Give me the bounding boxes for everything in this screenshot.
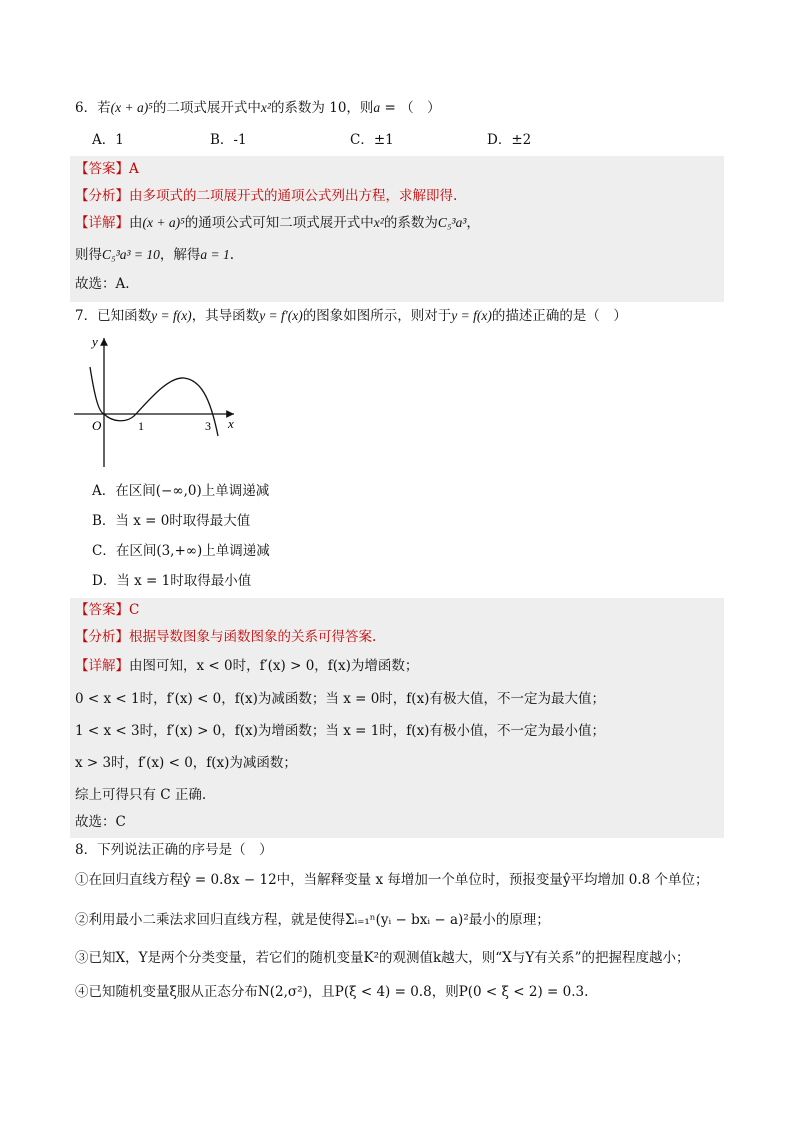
q7-stem [75, 306, 627, 326]
q7-detail-text-1: 由图可知，x < 0时，f′(x) > 0，f(x)为增函数； [129, 658, 419, 674]
q7-analysis [75, 627, 376, 647]
q7-option-d: D．当 x = 1时取得最小值 [92, 573, 252, 589]
q7-derivative-graph [72, 332, 242, 470]
q6-detail-l1-term: x² [373, 215, 384, 230]
q6-option-a: A．1 [92, 132, 124, 148]
q7-stem-fp: y = f′(x) [259, 308, 303, 323]
q8-item-4: ④已知随机变量ξ服从正态分布N(2,σ²)，且P(ξ < 4) = 0.8，则P(0 < ξ < 2) = 0.3. [75, 984, 589, 1000]
q6-detail-l2-a: 则得 [75, 247, 102, 263]
derivative-curve [90, 367, 218, 436]
q7-answer [75, 600, 139, 620]
q6-stem [75, 98, 441, 118]
q7-stem-d: 的描述正确的是（ ） [491, 308, 627, 324]
q6-detail-l1-d: ， [466, 215, 480, 231]
q6-detail-label: 【详解】 [75, 215, 129, 231]
q7-option-c: C．在区间(3,+∞)上单调递减 [92, 543, 270, 559]
q6-detail-l1-expr: (x + a)⁵ [142, 215, 185, 230]
q7-detail-line3: 1 < x < 3时，f′(x) > 0，f(x)为增函数；当 x = 1时，f(x)有极小值，不一定为最小值； [75, 723, 605, 739]
q6-option-b: B．-1 [210, 132, 247, 148]
q6-option-c: C．±1 [350, 132, 394, 148]
q8-item-2: ②利用最小二乘法求回归直线方程，就是使得Σᵢ₌₁ⁿ(yᵢ − bxᵢ − a)²最小的原理； [75, 912, 550, 928]
q7-answer-label: 【答案】 [75, 602, 129, 618]
q6-stem-var: a [373, 100, 381, 115]
q6-detail-l1-b: 的通项公式可知二项式展开式中 [184, 215, 374, 231]
q6-detail-l2-c: . [229, 247, 235, 263]
q7-stem-c: 的图象如图所示，则对于 [302, 308, 452, 324]
q7-choice: 故选：C [75, 814, 126, 830]
q7-detail-line4: x > 3时，f′(x) < 0，f(x)为减函数； [75, 755, 297, 771]
q6-detail-l2-b: ，解得 [159, 247, 201, 263]
x-axis-label: x [228, 416, 234, 431]
q6-detail-l2-sol: a = 1 [200, 247, 230, 262]
q7-detail-line2: 0 < x < 1时，f′(x) < 0，f(x)为减函数；当 x = 0时，f(x)有极大值，不一定为最大值； [75, 691, 605, 707]
q6-answer [75, 159, 139, 179]
q7-detail-label: 【详解】 [75, 658, 129, 674]
q6-analysis-text: 由多项式的二项展开式的通项公式列出方程，求解即得. [129, 188, 458, 204]
q6-stem-prefix: 6．若 [75, 100, 111, 116]
q6-stem-term: x² [260, 100, 271, 115]
q6-choice: 故选：A. [75, 276, 130, 292]
q6-analysis-label: 【分析】 [75, 188, 129, 204]
q6-detail-l1-coef: C₅³a³ [437, 215, 467, 230]
q6-stem-expr: (x + a)⁵ [110, 100, 153, 115]
q6-answer-label: 【答案】 [75, 161, 129, 177]
q6-detail-line2 [75, 245, 234, 265]
q7-answer-value: C [129, 602, 140, 618]
q6-stem-mid: 的二项式展开式中 [152, 100, 261, 116]
q6-stem-mid2: 的系数为 10，则 [270, 100, 374, 116]
q7-stem-a: 7．已知函数 [75, 308, 152, 324]
q6-option-d: D．±2 [487, 132, 532, 148]
q7-detail-line5: 综上可得只有 C 正确. [75, 787, 207, 803]
q7-analysis-label: 【分析】 [75, 629, 129, 645]
q6-analysis [75, 186, 457, 206]
q8-stem: 8．下列说法正确的序号是（ ） [75, 842, 273, 858]
q6-answer-value: A [129, 161, 139, 177]
q6-detail-l1-a: 由 [129, 215, 143, 231]
tick-label-1: 1 [138, 419, 144, 433]
q7-stem-f: y = f(x) [151, 308, 192, 323]
q7-stem-b: ，其导函数 [191, 308, 260, 324]
q7-analysis-text: 根据导数图象与函数图象的关系可得答案. [129, 629, 377, 645]
q8-item-1: ①在回归直线方程ŷ = 0.8x − 12中，当解释变量 x 每增加一个单位时，预报变量ŷ平均增加 0.8 个单位； [75, 872, 709, 888]
q6-detail-l1-c: 的系数为 [383, 215, 438, 231]
origin-label: O [92, 418, 102, 433]
y-axis-label: y [92, 334, 98, 349]
q6-detail-line1 [75, 213, 480, 233]
q7-option-b: B．当 x = 0时取得最大值 [92, 513, 251, 529]
q6-detail-l2-eq: C₅³a³ = 10 [102, 247, 160, 262]
q7-detail-line1 [75, 656, 418, 676]
tick-label-3: 3 [205, 419, 211, 433]
q7-stem-f2: y = f(x) [451, 308, 492, 323]
q7-option-a: A．在区间(−∞,0)上单调递减 [92, 483, 270, 499]
q8-item-3: ③已知X，Y是两个分类变量，若它们的随机变量K²的观测值k越大，则“X与Y有关系”的把握程度越小； [75, 950, 690, 966]
q6-stem-end: = （ ） [380, 100, 441, 116]
